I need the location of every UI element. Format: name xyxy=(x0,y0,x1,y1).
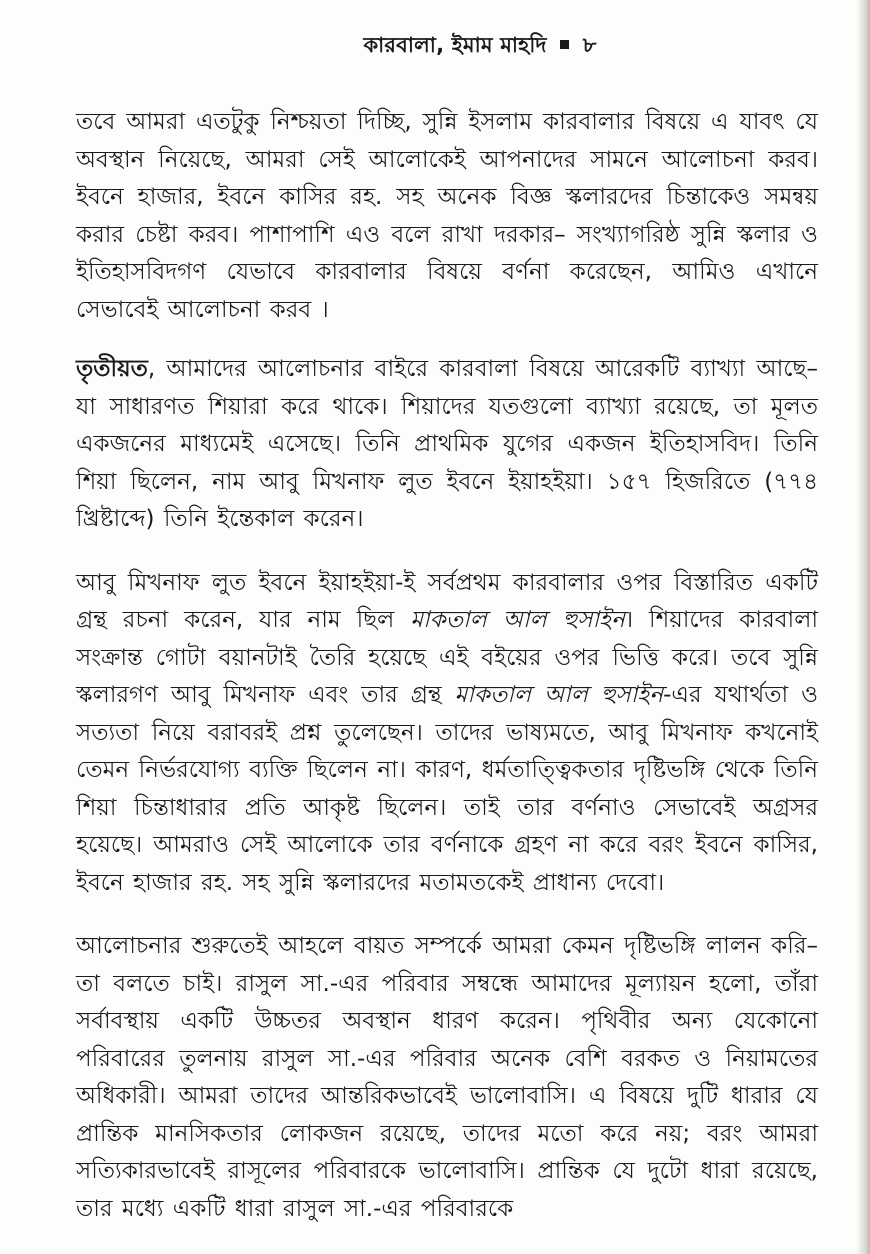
book-title-2: মাকতাল আল হুসাইন xyxy=(454,682,664,708)
body-text xyxy=(76,104,818,1252)
paragraph-3 xyxy=(76,565,818,903)
paragraph-4 xyxy=(76,928,818,1228)
page-edge-shadow xyxy=(856,0,870,1254)
paragraph-3-part-1: আবু মিখনাফ লুত ইবনে ইয়াহইয়া-ই সর্বপ্রথম কারবালার ওপর বিস্তারিত একটি গ্রন্থ রচনা করেন, যার নাম ছিল xyxy=(76,569,818,633)
paragraph-1-text: তবে আমরা এতটুকু নিশ্চয়তা দিচ্ছি, সুন্নি ইসলাম কারবালার বিষয়ে এ যাবৎ যে অবস্থান নিয়েছে, আমরা সেই আলোকেই আপনাদের সামনে আলোচনা করব। ইবনে হাজার, ইবনে কাসির রহ. সহ অনেক বিজ্ঞ স্কলারদের চিন্তাকেও সমন্বয় করার চেষ্টা করব। পাশাপাশি এও বলে রাখা দরকার– সংখ্যাগরিষ্ঠ সুন্নি স্কলার ও ইতিহাসবিদগণ যেভাবে কারবালার বিষয়ে বর্ণনা করেছেন, আমিও এখানে সেভাবেই আলোচনা করব । xyxy=(76,109,818,323)
running-header xyxy=(0,30,870,60)
paragraph-3-part-2: । শিয়াদের কারবালা সংক্রান্ত গোটা বয়ানটাই তৈরি হয়েছে এই বইয়ের ওপর ভিত্তি করে। তবে সুন্নি স্কলারগণ আবু মিখনাফ এবং তার গ্রন্থ xyxy=(76,607,818,708)
paragraph-2-text: , আমাদের আলোচনার বাইরে কারবালা বিষয়ে আরেকটি ব্যাখ্যা আছে– যা সাধারণত শিয়ারা করে থাকে। শিয়াদের যতগুলো ব্যাখ্যা রয়েছে, তা মূলত একজনের মাধ্যমেই এসেছে। তিনি প্রাথমিক যুগের একজন ইতিহাসবিদ। তিনি শিয়া ছিলেন, নাম আবু মিখনাফ লুত ইবনে ইয়াহইয়া। ১৫৭ হিজরিতে (৭৭৪ খ্রিষ্টাব্দে) তিনি ইন্তেকাল করেন। xyxy=(76,356,818,532)
header-separator-square xyxy=(560,40,569,49)
paragraph-2-lead: তৃতীয়ত xyxy=(76,356,148,382)
paragraph-1 xyxy=(76,104,818,329)
paragraph-2 xyxy=(76,351,818,539)
paragraph-3-part-3: -এর যথার্থতা ও সত্যতা নিয়ে বরাবরই প্রশ্ন তুলেছেন। তাদের ভাষ্যমতে, আবু মিখনাফ কখনোই তেমন নির্ভরযোগ্য ব্যক্তি ছিলেন না। কারণ, ধর্মতাত্ত্বিকতার দৃষ্টিভঙ্গি থেকে তিনি শিয়া চিন্তাধারার প্রতি আকৃষ্ট ছিলেন। তাই তার বর্ণনাও সেভাবেই অগ্রসর হয়েছে। আমরাও সেই আলোকে তার বর্ণনাকে গ্রহণ না করে বরং ইবনে কাসির, ইবনে হাজার রহ. সহ সুন্নি স্কলারদের মতামতকেই প্রাধান্য দেবো। xyxy=(76,682,818,896)
page-number: ৮ xyxy=(582,33,597,57)
paragraph-4-text: আলোচনার শুরুতেই আহলে বায়ত সম্পর্কে আমরা কেমন দৃষ্টিভঙ্গি লালন করি– তা বলতে চাই। রাসুল সা.-এর পরিবার সম্বন্ধে আমাদের মূল্যায়ন হলো, তাঁরা সর্বাবস্থায় একটি উচ্চতর অবস্থান ধারণ করেন। পৃথিবীর অন্য যেকোনো পরিবারের তুলনায় রাসুল সা.-এর পরিবার অনেক বেশি বরকত ও নিয়ামতের অধিকারী। আমরা তাদের আন্তরিকভাবেই ভালোবাসি। এ বিষয়ে দুটি ধারার যে প্রান্তিক মানসিকতার লোকজন রয়েছে, তাদের মতো করে নয়; বরং আমরা সত্যিকারভাবেই রাসূলের পরিবারকে ভালোবাসি। প্রান্তিক যে দুটো ধারা রয়েছে, তার মধ্যে একটি ধারা রাসুল সা.-এর পরিবারকে xyxy=(76,933,818,1222)
book-title-1: মাকতাল আল হুসাইন xyxy=(410,607,625,633)
header-title: কারবালা, ইমাম মাহদি xyxy=(363,33,547,57)
